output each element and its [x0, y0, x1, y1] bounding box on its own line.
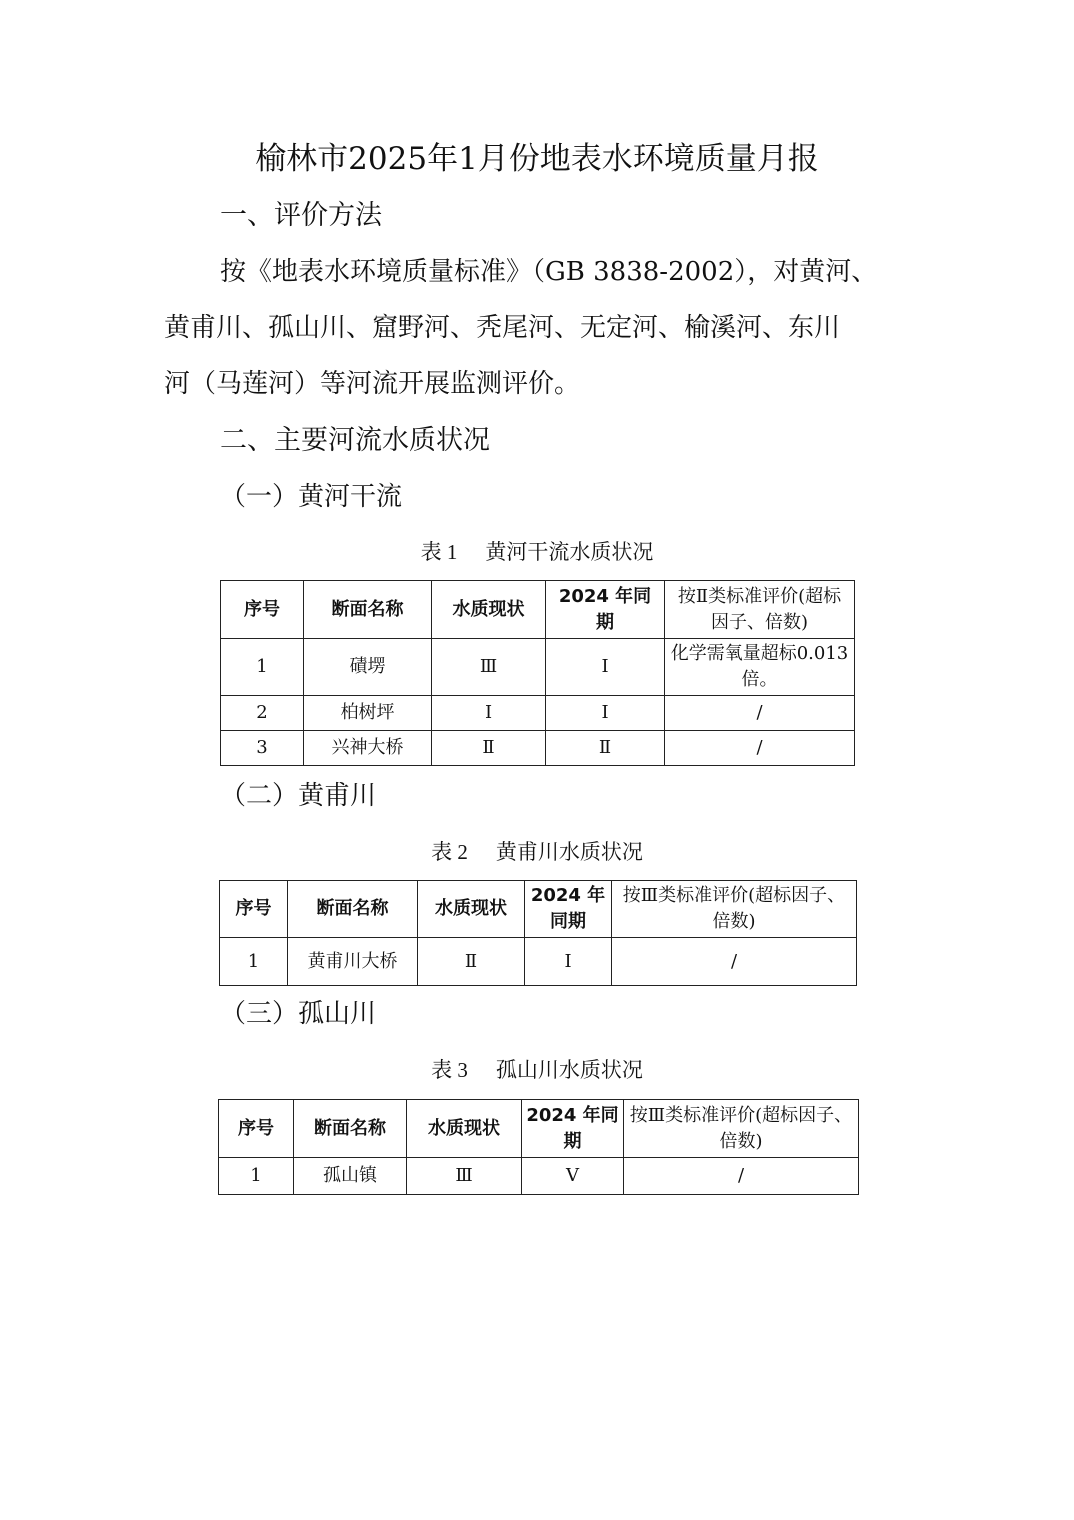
- cell-current-quality: Ⅰ: [432, 696, 546, 731]
- header-index: 序号: [220, 881, 288, 938]
- paragraph-line-2: 黄甫川、孤山川、窟野河、秃尾河、无定河、榆溪河、东川: [164, 313, 841, 343]
- cell-section-name: 黄甫川大桥: [288, 938, 418, 986]
- subsection-heading-huangfu-river: （二）黄甫川: [220, 781, 377, 811]
- header-section-name: 断面名称: [288, 881, 418, 938]
- table-row: [219, 1158, 859, 1195]
- cell-index: 3: [221, 731, 304, 766]
- table-row: [221, 639, 855, 696]
- cell-evaluation: /: [612, 938, 857, 986]
- table-caption-2: [0, 837, 1074, 867]
- cell-same-period-2024: Ⅰ: [546, 639, 665, 696]
- header-current-quality: 水质现状: [407, 1100, 522, 1158]
- cell-index: 1: [219, 1158, 294, 1195]
- cell-current-quality: Ⅲ: [407, 1158, 522, 1195]
- header-index: 序号: [219, 1100, 294, 1158]
- cell-section-name: 兴神大桥: [304, 731, 432, 766]
- table-header-row: [221, 581, 855, 639]
- cell-current-quality: Ⅱ: [418, 938, 525, 986]
- table-header-row: [219, 1100, 859, 1158]
- header-same-period-2024: 2024 年同期: [525, 881, 612, 938]
- cell-index: 2: [221, 696, 304, 731]
- header-section-name: 断面名称: [304, 581, 432, 639]
- table-row: [221, 696, 855, 731]
- cell-evaluation: /: [665, 696, 855, 731]
- header-same-period-2024: 2024 年同期: [522, 1100, 624, 1158]
- document-title: 榆林市2025年1月份地表水环境质量月报: [255, 141, 819, 177]
- section-heading-river-quality: 二、主要河流水质状况: [220, 425, 490, 456]
- cell-evaluation: /: [665, 731, 855, 766]
- cell-evaluation: /: [624, 1158, 859, 1195]
- cell-section-name: 磧塄: [304, 639, 432, 696]
- header-current-quality: 水质现状: [432, 581, 546, 639]
- table-caption-number: 表 2: [431, 840, 468, 864]
- water-quality-table-3: [218, 1099, 859, 1195]
- cell-index: 1: [221, 639, 304, 696]
- header-evaluation: 按Ⅲ类标准评价(超标因子、倍数): [624, 1100, 859, 1158]
- subsection-heading-yellow-river: （一）黄河干流: [220, 482, 403, 512]
- table-caption-number: 表 3: [431, 1058, 468, 1082]
- header-index: 序号: [221, 581, 304, 639]
- cell-same-period-2024: Ⅰ: [525, 938, 612, 986]
- header-evaluation: 按Ⅱ类标准评价(超标因子、倍数): [665, 581, 855, 639]
- header-evaluation: 按Ⅲ类标准评价(超标因子、倍数): [612, 881, 857, 938]
- table-caption-number: 表 1: [420, 540, 458, 564]
- cell-current-quality: Ⅱ: [432, 731, 546, 766]
- cell-section-name: 柏树坪: [304, 696, 432, 731]
- cell-same-period-2024: Ⅰ: [546, 696, 665, 731]
- water-quality-table-1: [220, 580, 855, 766]
- cell-index: 1: [220, 938, 288, 986]
- table-caption-title: 黄甫川水质状况: [495, 840, 643, 864]
- paragraph-line-3: 河（马莲河）等河流开展监测评价。: [164, 369, 581, 399]
- cell-current-quality: Ⅲ: [432, 639, 546, 696]
- cell-same-period-2024: Ⅱ: [546, 731, 665, 766]
- cell-evaluation: 化学需氧量超标0.013 倍。: [665, 639, 855, 696]
- water-quality-table-2: [219, 880, 857, 986]
- table-row: [220, 938, 857, 986]
- subsection-heading-gushan-river: （三）孤山川: [220, 999, 377, 1029]
- table-caption-title: 孤山川水质状况: [495, 1058, 643, 1082]
- table-caption-3: [0, 1055, 1074, 1085]
- paragraph-line-1: 按《地表水环境质量标准》（GB 3838-2002），对黄河、: [220, 257, 878, 287]
- header-current-quality: 水质现状: [418, 881, 525, 938]
- table-row: [221, 731, 855, 766]
- cell-section-name: 孤山镇: [294, 1158, 407, 1195]
- section-heading-evaluation-method: 一、评价方法: [220, 200, 382, 231]
- header-same-period-2024: 2024 年同期: [546, 581, 665, 639]
- cell-same-period-2024: Ⅴ: [522, 1158, 624, 1195]
- table-header-row: [220, 881, 857, 938]
- header-section-name: 断面名称: [294, 1100, 407, 1158]
- table-caption-title: 黄河干流水质状况: [485, 540, 654, 564]
- table-caption-1: [0, 537, 1074, 567]
